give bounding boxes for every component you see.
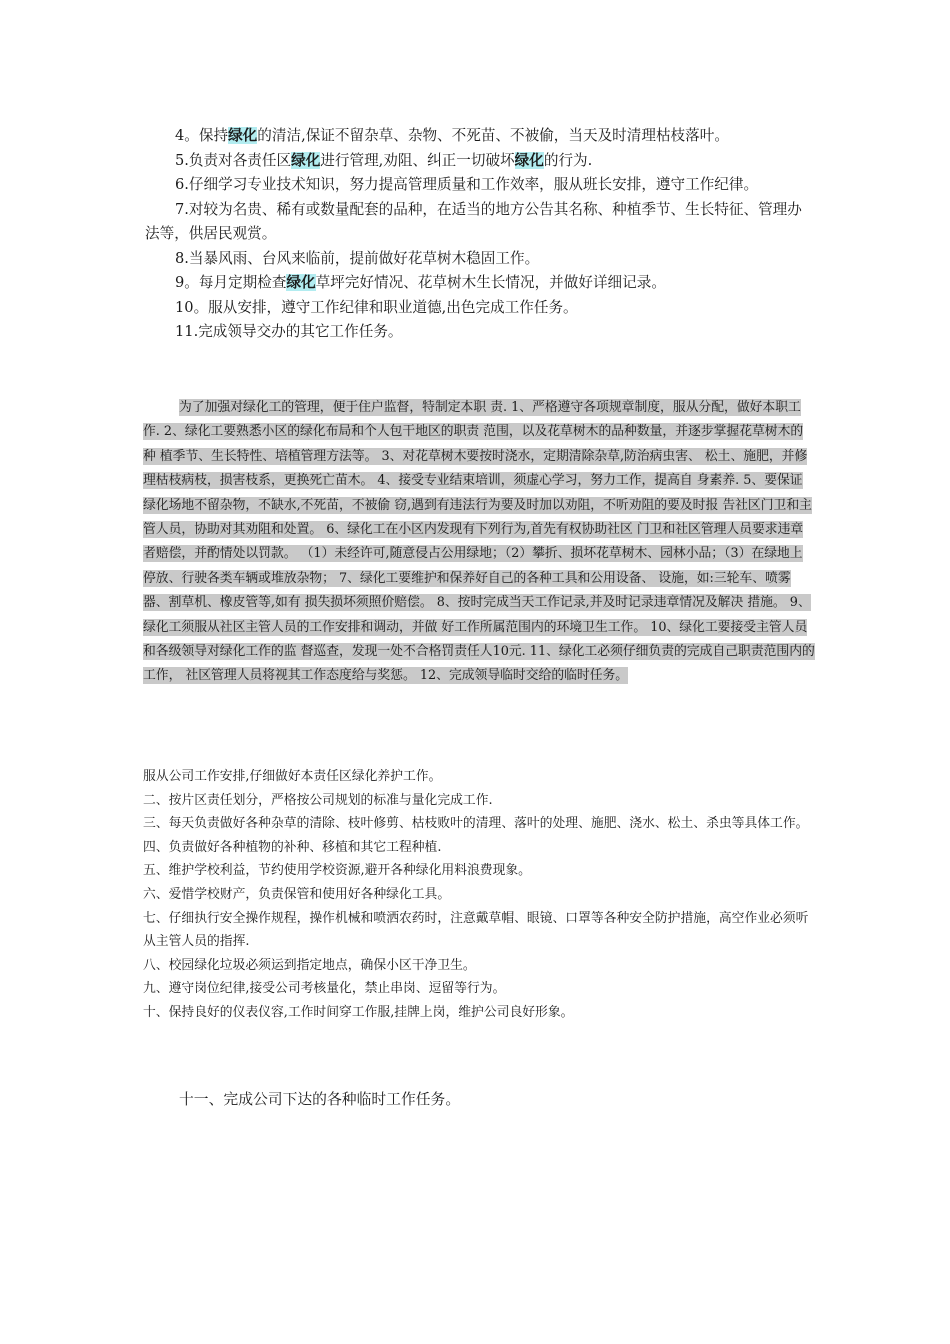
keyword-highlight: 绿化 [291, 151, 321, 169]
list-item: 八、校园绿化垃圾必须运到指定地点，确保小区干净卫生。 [143, 957, 476, 973]
item-5: 5.负责对各责任区绿化进行管理,劝阻、纠正一切破坏绿化的行为. [175, 151, 593, 169]
item-8: 8.当暴风雨、台风来临前，提前做好花草树木稳固工作。 [175, 249, 540, 267]
list-item: 三、每天负责做好各种杂草的清除、枝叶修剪、枯枝败叶的清理、落叶的处理、施肥、浇水、松土、杀虫等具体工作。 [143, 816, 809, 832]
item-6: 6.仔细学习专业技术知识，努力提高管理质量和工作效率，服从班长安排，遵守工作纪律。 [175, 176, 759, 193]
item-9: 9。每月定期检查绿化草坪完好情况、花草树木生长情况，并做好详细记录。 [175, 274, 666, 291]
list-item: 五、维护学校利益，节约使用学校资源,避开各种绿化用料浪费现象。 [143, 863, 531, 879]
item-10: 10。服从安排，遵守工作纪律和职业道德,出色完成工作任务。 [175, 298, 578, 316]
duty-list-section-3 [143, 1088, 815, 1112]
selected-text: 为了加强对绿化工的管理，便于住户监督，特制定本职 责. 1、严格遵守各项规章制度，服从分配，做好本职工作. 2、绿化工要熟悉小区的绿化布局和个人包干地区的职责 范围，以及花草树木的品种数量，并逐步掌握花草树木的种 植季节、生长特性、培植管理方法等。 3、对花草树木要按时浇水，定期清除杂草,防治病虫害、 松土、施肥，并修理枯枝病枝，损害枝系，更换死亡苗木。 4、接受专业结束培训，须虚心学习，努力工作，提高自 身素养. 5、要保证绿化场地不留杂物，不缺水,不死苗，不被偷 窃,遇到有违法行为要及时加以劝阻，不听劝阻的要及时报 告社区门卫和主管人员，协助对其劝阻和处置。 6、绿化工在小区内发现有下列行为,首先有权协助社区 门卫和社区管理人员要求违章者赔偿，并酌情处以罚款。 （1）未经许可,随意侵占公用绿地；（2）攀折、损坏花草树木、园林小品；（3）在绿地上停放、行驶各类车辆或堆放杂物； 7、绿化工要维护和保养好自己的各种工具和公用设备、 设施，如:三轮车、喷雾器、割草机、橡皮管等,如有 损失损坏须照价赔偿。 8、按时完成当天工作记录,并及时记录违章情况及解决 措施。 9、绿化工须服从社区主管人员的工作安排和调动，并做 好工作所属范围内的环境卫生工作。 10、绿化工要接受主管人员和各级领导对绿化工作的监 督巡查，发现一处不合格罚责任人10元. 11、绿化工必须仔细负责的完成自己职责范围内的工作， 社区管理人员将视其工作态度给与奖惩。 12、完成领导临时交给的临时任务。 [143, 400, 815, 684]
list-item: 十、保持良好的仪表仪容,工作时间穿工作服,挂牌上岗，维护公司良好形象。 [143, 1004, 574, 1020]
item-4: 4。保持绿化的清洁,保证不留杂草、杂物、不死苗、不被偷，当天及时清理枯枝落叶。 [175, 127, 729, 144]
list-item: 六、爱惜学校财产，负责保管和使用好各种绿化工具。 [143, 886, 451, 902]
item-eleven: 十一、完成公司下达的各种临时工作任务。 [179, 1091, 461, 1108]
list-item: 九、遵守岗位纪律,接受公司考核量化，禁止串岗、逗留等行为。 [143, 981, 506, 997]
highlighted-duty-paragraph [143, 396, 815, 689]
list-item: 七、仔细执行安全操作规程，操作机械和喷洒农药时，注意戴草帽、眼镜、口罩等各种安全防护措施，高空作业必须听从主管人员的指挥. [143, 910, 809, 950]
keyword-highlight: 绿化 [514, 151, 544, 169]
list-item: 服从公司工作安排,仔细做好本责任区绿化养护工作。 [143, 769, 442, 784]
duty-list-section-1 [145, 124, 815, 345]
keyword-highlight: 绿化 [286, 274, 316, 291]
list-item: 二、按片区责任划分，严格按公司规划的标准与量化完成工作. [143, 792, 493, 808]
list-item: 四、负责做好各种植物的补种、移植和其它工程种植. [143, 839, 442, 855]
item-11: 11.完成领导交办的其它工作任务。 [175, 323, 403, 340]
duty-list-section-2 [143, 765, 815, 1025]
keyword-highlight: 绿化 [228, 127, 258, 144]
item-7: 7.对较为名贵、稀有或数量配套的品种，在适当的地方公告其名称、种植季节、生长特征、管理办法等，供居民观赏。 [145, 200, 802, 242]
